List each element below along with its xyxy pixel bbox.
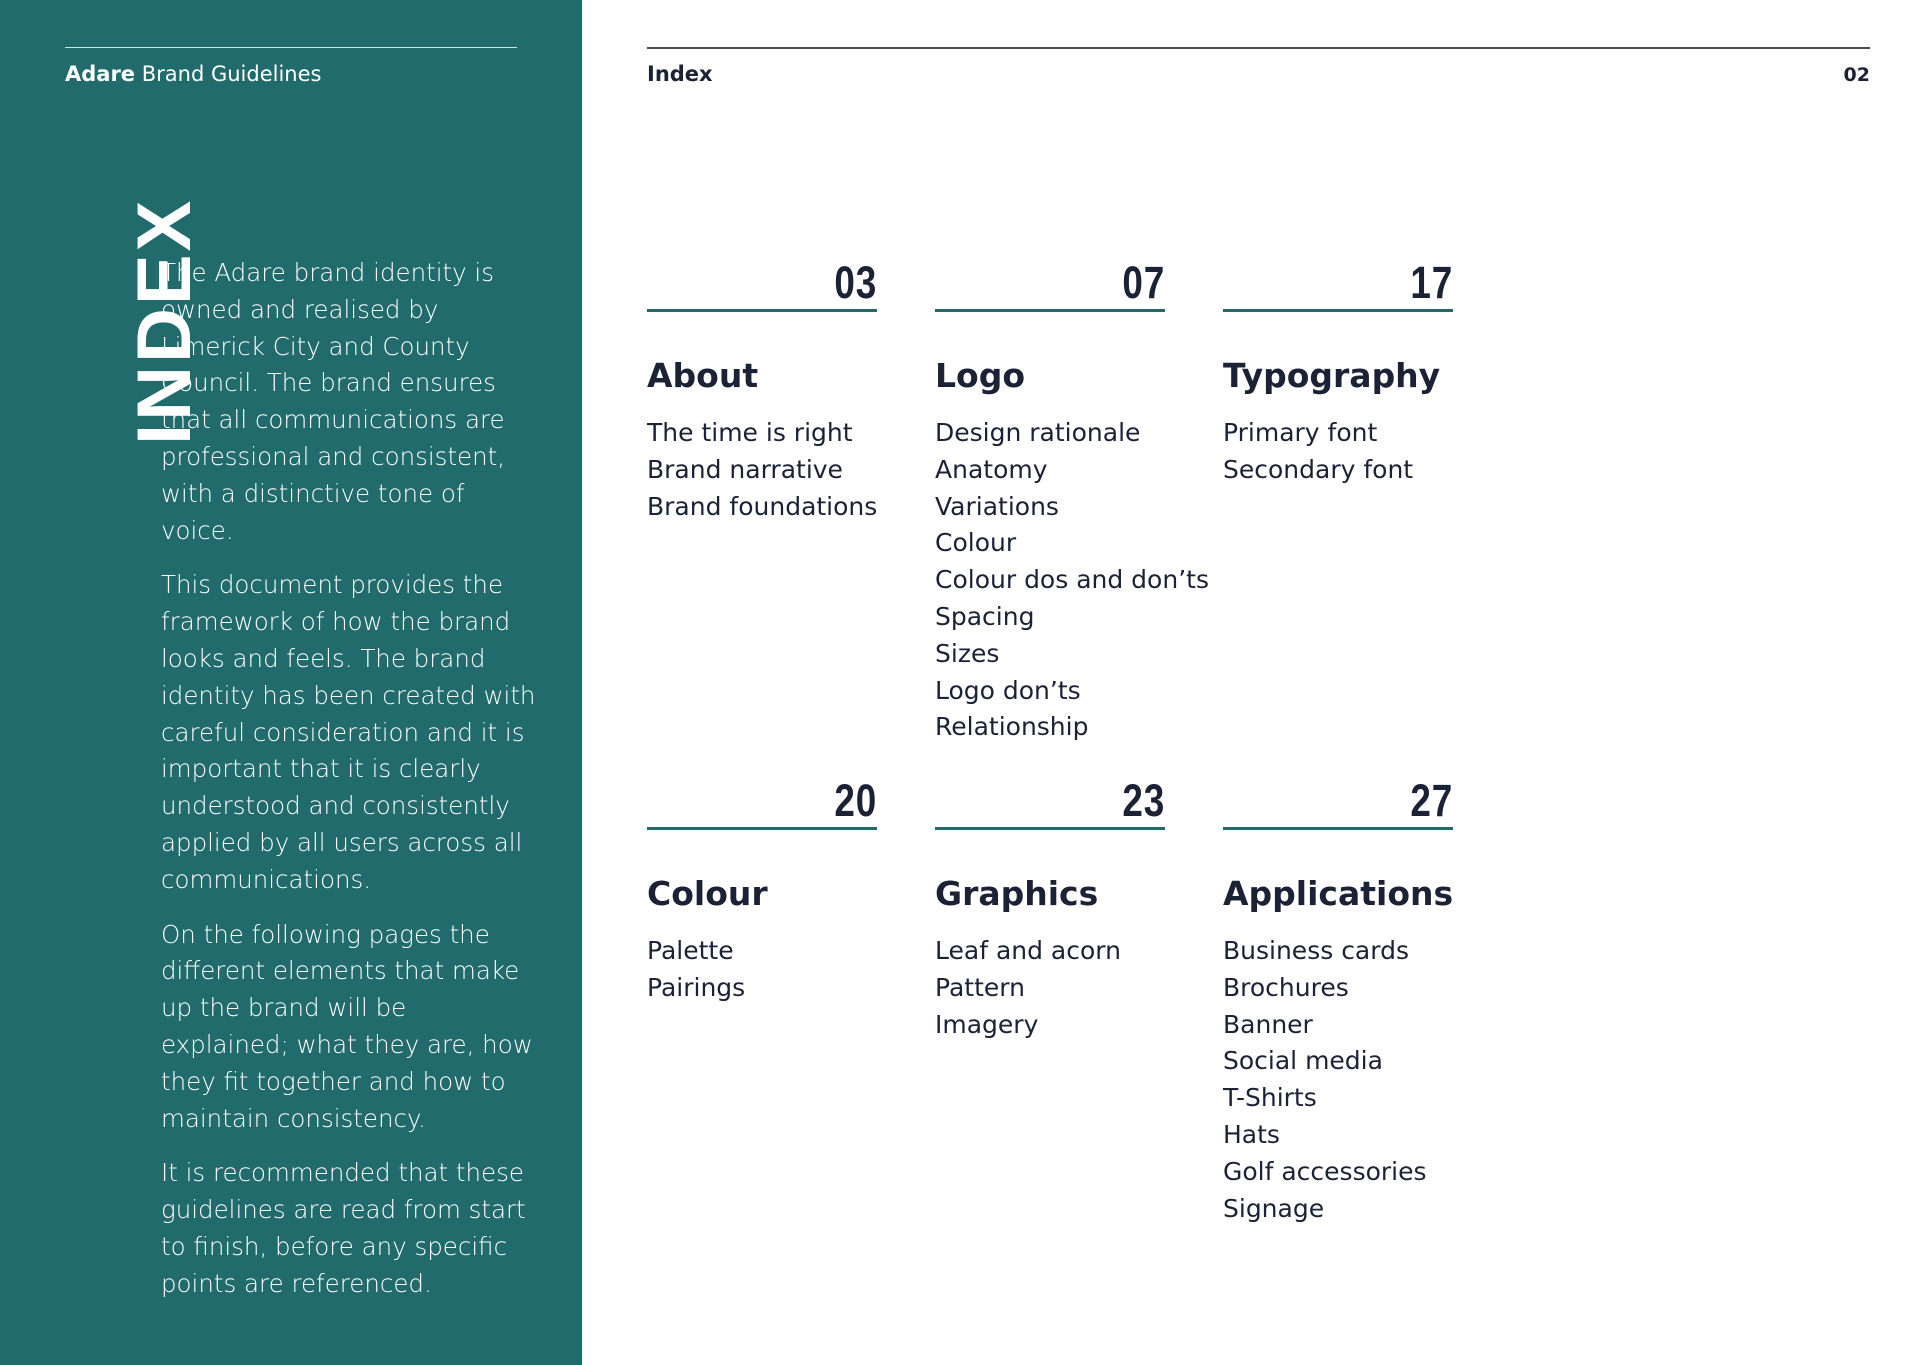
intro-paragraph: It is recommended that these guidelines are read from start to finish, before any specific points are referenced. (161, 1158, 526, 1298)
section-item[interactable]: Palette (647, 936, 734, 965)
section-items (647, 415, 877, 525)
section-item[interactable]: The time is right (647, 418, 853, 447)
sidebar-rule (65, 47, 517, 48)
section-rule (935, 827, 1165, 830)
section-item[interactable]: Secondary font (1223, 454, 1414, 484)
section-items (1223, 415, 1413, 489)
section-rule (935, 309, 1165, 312)
section-title[interactable]: Typography (1223, 356, 1441, 395)
section-items (1223, 933, 1427, 1227)
intro-paragraph: This document provides the framework of how the brand looks and feels. The brand identity has been created with careful consideration and it is important that it is clearly understood and consistently applied by all users across all communications. (161, 570, 536, 894)
section-item[interactable]: Hats (1223, 1119, 1280, 1149)
section-page-number: 07 (1122, 257, 1165, 308)
section-item[interactable]: Banner (1223, 1009, 1313, 1039)
section-item[interactable]: Imagery (935, 1009, 1039, 1039)
index-vertical-title: INDEX (122, 197, 207, 445)
section-item[interactable]: Leaf and acorn (935, 936, 1121, 965)
section-title[interactable]: Logo (935, 356, 1025, 395)
section-page-number: 03 (834, 257, 877, 308)
section-item[interactable]: Sizes (935, 638, 1000, 668)
section-title[interactable]: About (647, 356, 759, 395)
section-title[interactable]: Applications (1223, 874, 1454, 913)
section-item[interactable]: Social media (1223, 1046, 1383, 1076)
section-item[interactable]: Brand foundations (647, 491, 878, 521)
brand-subtitle: Brand Guidelines (135, 62, 322, 86)
section-page-number: 17 (1410, 257, 1453, 308)
section-item[interactable]: Logo don’ts (935, 675, 1081, 705)
brand-name: Adare (65, 62, 136, 86)
section-item[interactable]: Brochures (1223, 972, 1349, 1002)
section-item[interactable]: Pairings (647, 972, 746, 1002)
section-item[interactable]: Primary font (1223, 418, 1378, 447)
section-rule (647, 309, 877, 312)
section-item[interactable]: Relationship (935, 712, 1089, 742)
section-page-number: 23 (1122, 775, 1165, 826)
section-item[interactable]: Golf accessories (1223, 1156, 1427, 1186)
section-item[interactable]: Pattern (935, 972, 1025, 1002)
page-title: Index (647, 62, 713, 86)
section-items (935, 933, 1121, 1043)
section-item[interactable]: Design rationale (935, 418, 1141, 447)
section-title[interactable]: Graphics (935, 874, 1099, 913)
intro-paragraph: On the following pages the different elements that make up the brand will be explained; what they are, how they fit together and how to maintain consistency. (161, 919, 533, 1133)
section-item[interactable]: Brand narrative (647, 454, 843, 484)
section-page-number: 27 (1410, 775, 1453, 826)
section-item[interactable]: T-Shirts (1223, 1083, 1317, 1113)
section-item[interactable]: Signage (1223, 1193, 1325, 1223)
section-rule (1223, 309, 1453, 312)
page-number: 02 (1843, 64, 1870, 86)
section-item[interactable]: Variations (935, 491, 1059, 521)
section-items (647, 933, 745, 1007)
section-item[interactable]: Business cards (1223, 936, 1409, 965)
section-item[interactable]: Anatomy (935, 454, 1048, 484)
section-rule (647, 827, 877, 830)
intro-paragraph: The Adare brand identity is owned and realised by Limerick City and County Council. The brand ensures that all communications are professional and consistent, with a distinctive tone of voice. (161, 258, 506, 545)
section-rule (1223, 827, 1453, 830)
section-page-number: 20 (834, 775, 877, 826)
section-item[interactable]: Colour dos and don’ts (935, 565, 1209, 595)
section-items (935, 415, 1209, 746)
section-item[interactable]: Spacing (935, 601, 1035, 631)
section-title[interactable]: Colour (647, 874, 768, 913)
section-item[interactable]: Colour (935, 528, 1017, 558)
intro-text (161, 255, 536, 1321)
header-rule (647, 47, 1870, 49)
brand-header (65, 62, 321, 86)
